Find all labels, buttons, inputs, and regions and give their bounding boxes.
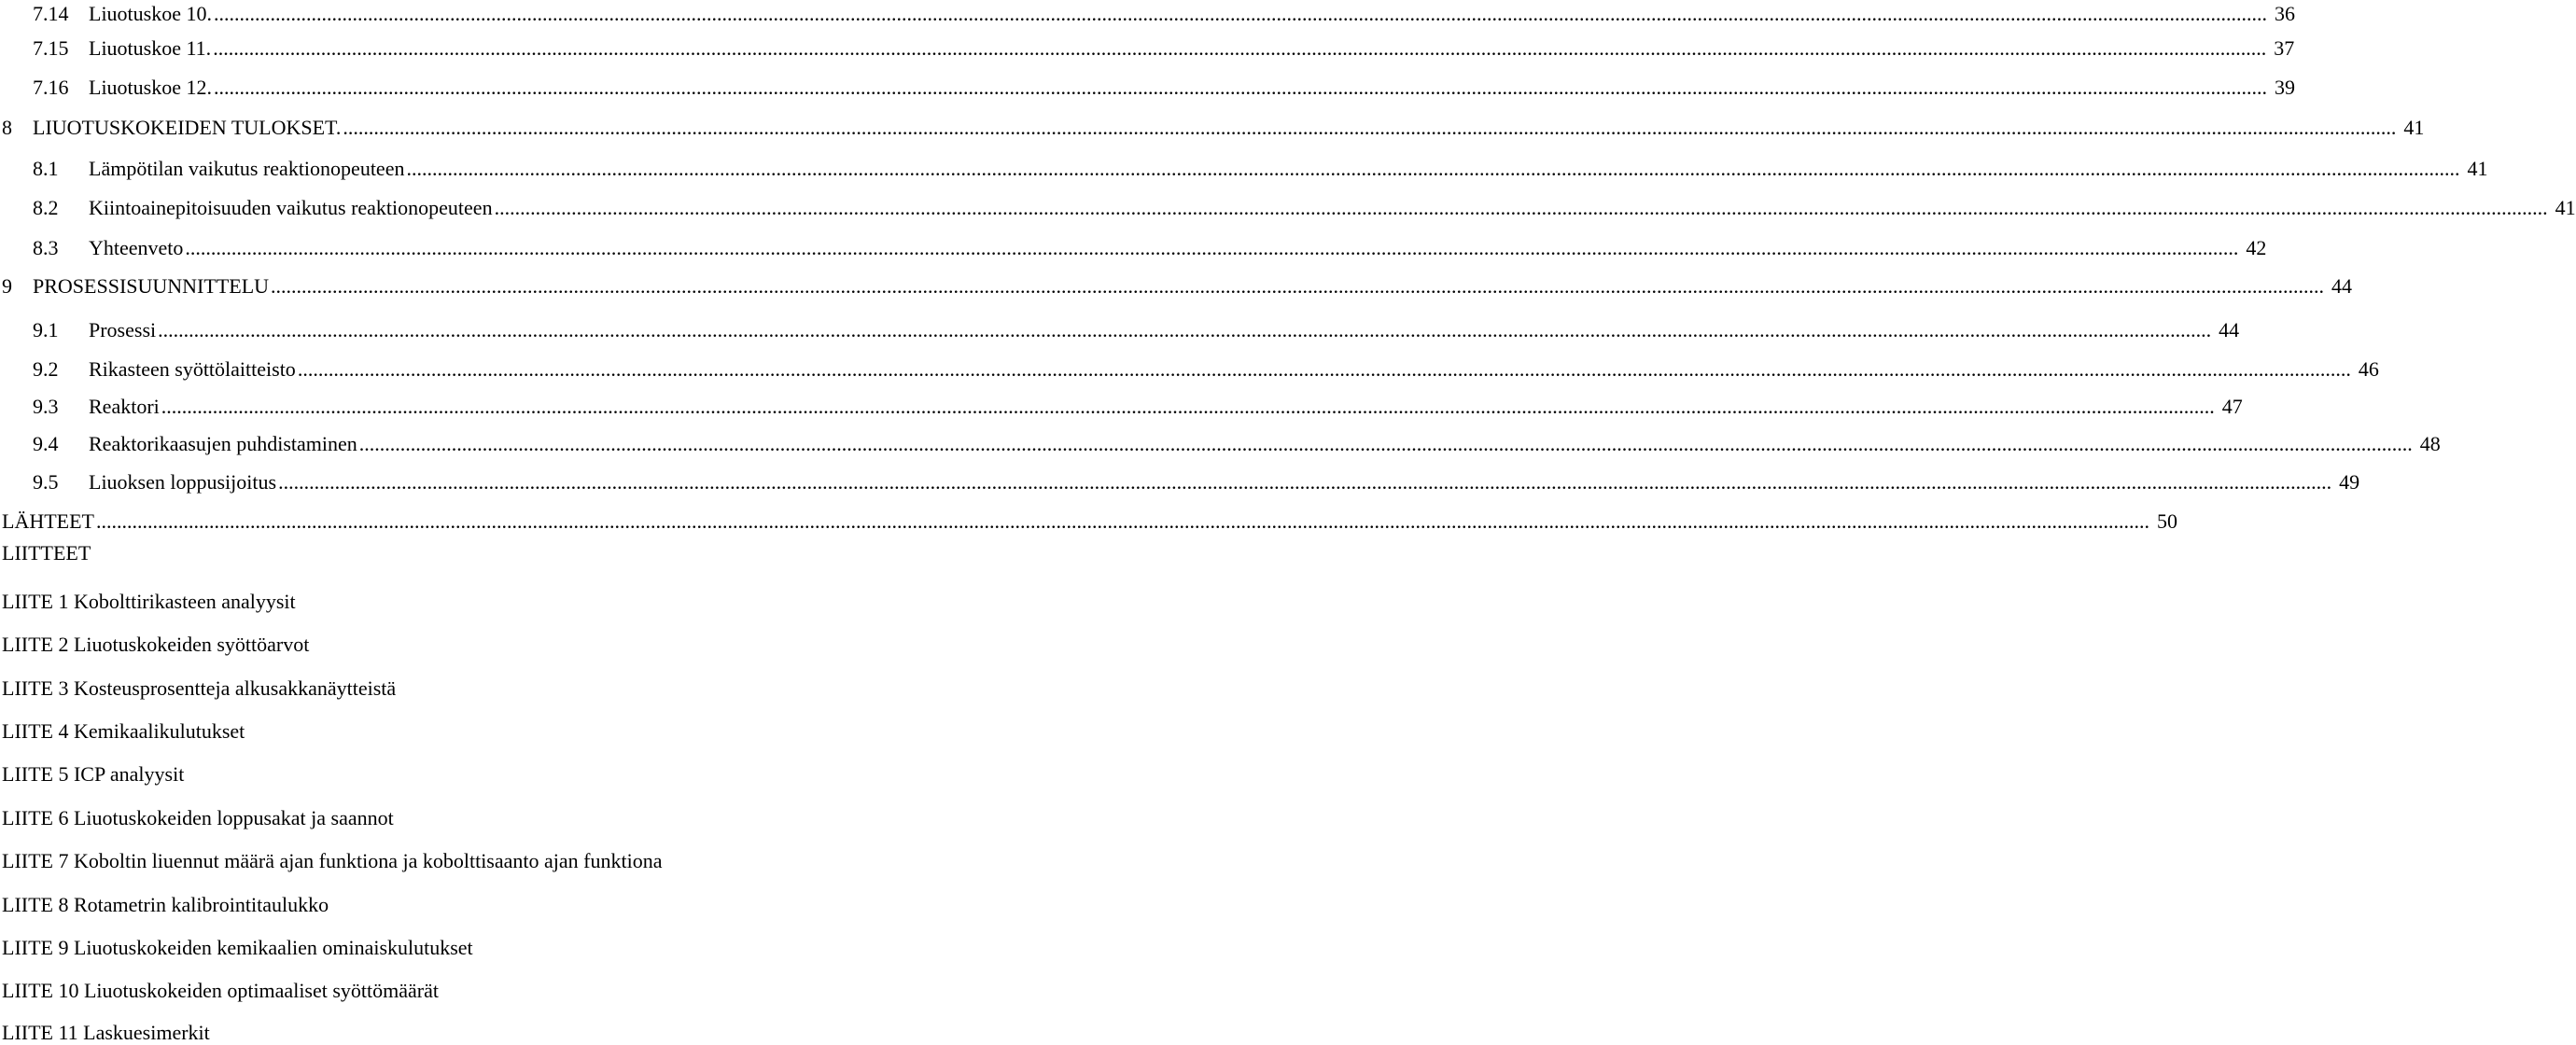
toc-entry-number: 9.1 bbox=[33, 318, 59, 341]
appendix-item[interactable]: LIITE 10 Liuotuskokeiden optimaaliset syöttömäärät bbox=[2, 979, 439, 1002]
toc-entry[interactable] bbox=[0, 393, 2243, 419]
toc-entry[interactable] bbox=[0, 272, 2353, 299]
toc-entry[interactable] bbox=[0, 114, 2425, 140]
toc-entry[interactable] bbox=[0, 35, 2295, 61]
toc-leader-dots: ................................................................................................................................................................................................................................................................................................................................................................................................................ bbox=[271, 274, 2325, 298]
toc-entry-number: 9.5 bbox=[33, 470, 59, 494]
toc-entry-title: Lämpötilan vaikutus reaktionopeuteen bbox=[89, 157, 405, 180]
toc-leader-dots: ................................................................................................................................................................................................................................................................................................................................................................................................................ bbox=[185, 236, 2239, 259]
toc-entry[interactable] bbox=[0, 468, 2360, 495]
appendix-item[interactable]: LIITE 2 Liuotuskokeiden syöttöarvot bbox=[2, 633, 310, 656]
toc-entry-page: 41 bbox=[2403, 116, 2425, 139]
appendices-heading: LIITTEET bbox=[2, 541, 91, 564]
toc-entry-number: 9.2 bbox=[33, 357, 59, 381]
appendix-item[interactable]: LIITE 8 Rotametrin kalibrointitaulukko bbox=[2, 893, 329, 916]
toc-leader-dots: ................................................................................................................................................................................................................................................................................................................................................................................................................ bbox=[214, 76, 2267, 99]
toc-leader-dots: ................................................................................................................................................................................................................................................................................................................................................................................................................ bbox=[297, 357, 2351, 381]
toc-entry-number: 8.2 bbox=[33, 196, 59, 219]
toc-leader-dots: ................................................................................................................................................................................................................................................................................................................................................................................................................ bbox=[343, 116, 2397, 139]
toc-entry-page: 46 bbox=[2358, 357, 2379, 381]
toc-entry-page: 48 bbox=[2419, 432, 2441, 455]
toc-entry[interactable] bbox=[0, 0, 2295, 26]
toc-entry-number: 8.3 bbox=[33, 236, 59, 259]
toc-entry-title: PROSESSISUUNNITTELU bbox=[33, 274, 270, 298]
toc-leader-dots: ................................................................................................................................................................................................................................................................................................................................................................................................................ bbox=[358, 432, 2413, 455]
toc-entry-number: 9.4 bbox=[33, 432, 59, 455]
toc-entry[interactable] bbox=[0, 234, 2267, 260]
toc-leader-dots: ................................................................................................................................................................................................................................................................................................................................................................................................................ bbox=[278, 470, 2332, 494]
toc-entry[interactable] bbox=[0, 430, 2441, 456]
appendix-item[interactable]: LIITE 1 Kobolttirikasteen analyysit bbox=[2, 590, 296, 613]
appendix-item[interactable]: LIITE 6 Liuotuskokeiden loppusakat ja saannot bbox=[2, 806, 394, 829]
toc-entry[interactable] bbox=[0, 316, 2240, 342]
toc-entry-page: 42 bbox=[2246, 236, 2267, 259]
toc-entry[interactable] bbox=[0, 155, 2488, 181]
toc-entry-page: 47 bbox=[2221, 395, 2243, 418]
appendix-item[interactable]: LIITE 7 Koboltin liuennut määrä ajan funktiona ja kobolttisaanto ajan funktiona bbox=[2, 849, 663, 872]
toc-entry-title: Rikasteen syöttölaitteisto bbox=[89, 357, 296, 381]
toc-entry-title: Yhteenveto bbox=[89, 236, 184, 259]
toc-entry[interactable] bbox=[0, 355, 2379, 382]
toc-entry-title: Reaktorikaasujen puhdistaminen bbox=[89, 432, 357, 455]
toc-entry-page: 36 bbox=[2275, 2, 2295, 25]
toc-entry-page: 41 bbox=[2555, 196, 2576, 219]
toc-entry-page: 50 bbox=[2156, 509, 2177, 533]
toc-leader-dots: ................................................................................................................................................................................................................................................................................................................................................................................................................ bbox=[95, 509, 2149, 533]
toc-entry-page: 41 bbox=[2467, 157, 2488, 180]
toc-entry-page: 39 bbox=[2275, 76, 2295, 99]
toc-entry-title: Liuotuskoe 10. bbox=[89, 2, 212, 25]
toc-entry[interactable] bbox=[0, 508, 2177, 534]
toc-entry-page: 49 bbox=[2339, 470, 2360, 494]
toc-entry-title: LÄHTEET bbox=[2, 509, 94, 533]
toc-entry-number: 9.3 bbox=[33, 395, 59, 418]
toc-entry-title: Liuotuskoe 12. bbox=[89, 76, 212, 99]
toc-entry-title: LIUOTUSKOKEIDEN TULOKSET. bbox=[33, 116, 342, 139]
toc-entry-page: 37 bbox=[2274, 36, 2295, 60]
toc-entry-title: Reaktori bbox=[89, 395, 160, 418]
toc-leader-dots: ................................................................................................................................................................................................................................................................................................................................................................................................................ bbox=[406, 157, 2460, 180]
toc-entry-number: 7.14 bbox=[33, 2, 69, 25]
toc-entry[interactable] bbox=[0, 194, 2576, 220]
toc-entry-page: 44 bbox=[2331, 274, 2353, 298]
toc-leader-dots: ................................................................................................................................................................................................................................................................................................................................................................................................................ bbox=[158, 318, 2212, 341]
toc-entry-number: 8.1 bbox=[33, 157, 59, 180]
appendix-item[interactable]: LIITE 11 Laskuesimerkit bbox=[2, 1021, 210, 1044]
toc-entry-title: Prosessi bbox=[89, 318, 157, 341]
toc-leader-dots: ................................................................................................................................................................................................................................................................................................................................................................................................................ bbox=[213, 36, 2267, 60]
toc-entry-number: 7.15 bbox=[33, 36, 69, 60]
toc-entry-title: Liuotuskoe 11. bbox=[89, 36, 212, 60]
toc-leader-dots: ................................................................................................................................................................................................................................................................................................................................................................................................................ bbox=[214, 2, 2267, 25]
toc-entry[interactable] bbox=[0, 74, 2295, 100]
appendix-item[interactable]: LIITE 5 ICP analyysit bbox=[2, 762, 185, 786]
appendix-item[interactable]: LIITE 4 Kemikaalikulutukset bbox=[2, 719, 245, 743]
toc-entry-number: 9 bbox=[2, 274, 12, 298]
appendix-item[interactable]: LIITE 3 Kosteusprosentteja alkusakkanäytteistä bbox=[2, 676, 397, 700]
toc-entry-title: Liuoksen loppusijoitus bbox=[89, 470, 277, 494]
toc-leader-dots: ................................................................................................................................................................................................................................................................................................................................................................................................................ bbox=[494, 196, 2548, 219]
toc-entry-page: 44 bbox=[2219, 318, 2240, 341]
toc-entry-number: 7.16 bbox=[33, 76, 69, 99]
toc-entry-title: Kiintoainepitoisuuden vaikutus reaktionopeuteen bbox=[89, 196, 493, 219]
toc-entry-number: 8 bbox=[2, 116, 12, 139]
appendix-item[interactable]: LIITE 9 Liuotuskokeiden kemikaalien ominaiskulutukset bbox=[2, 936, 473, 959]
toc-leader-dots: ................................................................................................................................................................................................................................................................................................................................................................................................................ bbox=[161, 395, 2215, 418]
